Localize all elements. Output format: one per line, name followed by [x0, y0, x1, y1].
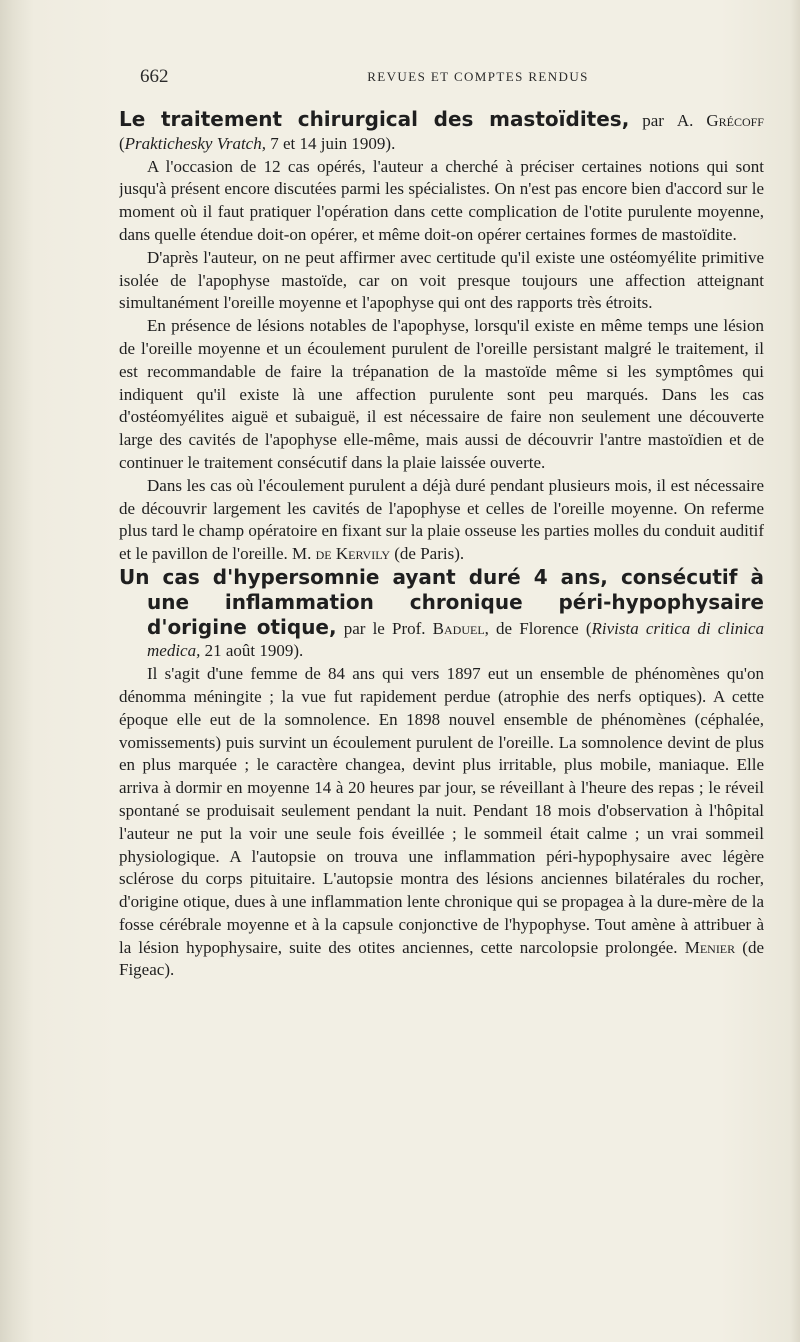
article-1-author: A. Grécoff	[676, 111, 764, 130]
article-1-signature-name: de Kervily	[315, 544, 390, 564]
article-2-title: Un cas d'hypersomnie ayant duré 4 ans, consécutif à une inflammation chronique péri-hypophysaire d'origine otique,	[119, 564, 764, 639]
article-1-signature-prefix: M.	[287, 544, 316, 564]
article-2-source: Rivista critica di clinica medica,	[147, 618, 764, 661]
article-2-date: 21 août 1909).	[200, 641, 304, 661]
article-2-signature-name: Menier	[684, 937, 736, 957]
article-2-byline-prefix: par le Prof.	[336, 618, 433, 638]
article-2-body: Il s'agit d'une femme de 84 ans qui vers 1897 eut un ensemble de phénomènes qu'on dénomma méningite ; la vue fut rapidement perdue (atrophie des nerfs optiques). A cette époque elle eut de la somnolence. En 1898 nouvel ensemble de phénomènes (céphalée, vomissements) puis survint un écoulement purulent de l'oreille. La somnolence devint de plus en plus marquée ; le caractère changea, devint plus irritable, plus mobile, maniaque. Elle arriva à dormir en moyenne 14 à 20 heures par jour, se réveillant à l'heure des repas ; le réveil spontané se produisait seulement pendant la nuit. Pendant 18 mois d'observation à l'hôpital l'auteur ne put la voir une seule fois éveillée ; le sommeil était calme ; un vrai sommeil physiologique. A l'autopsie on trouva une inflammation péri-hypophysaire avec légère sclérose du corps pituitaire. L'autopsie montra des lésions anciennes bilatérales du rocher, d'origine otique, dues à une inflammation lente chronique qui se propagea à la dure-mère de la fosse cérébrale moyenne et à la capsule conjonctive de l'hypophyse. Tout amène à attribuer à la lésion hypophysaire, suite des otites anciennes, cette narcolopsie prolongée.	[119, 664, 764, 957]
page-header	[140, 66, 764, 90]
article-2-heading	[119, 566, 764, 663]
article-2-byline-suffix: , de Florence (	[484, 618, 592, 638]
article-2-signature-prefix	[678, 938, 685, 957]
running-head: REVUES ET COMPTES RENDUS	[367, 69, 589, 84]
article-1-heading	[119, 108, 764, 156]
article-2-author: Baduel	[432, 618, 485, 638]
article-1-paragraph-1: A l'occasion de 12 cas opérés, l'auteur a cherché à préciser certaines notions qui sont jusqu'à présent encore discutées parmi les spécialistes. On n'est pas encore bien d'accord sur le moment où il faut pratiquer l'opération dans cette complication de l'otite purulente moyenne, dans quelle étendue doit-on opérer, et même doit-on opérer certaines formes de mastoïdite.	[119, 156, 764, 244]
article-2-paragraph	[119, 663, 764, 982]
article-1-date: 7 et 14 juin 1909).	[265, 133, 396, 153]
article-1-last-paragraph: Dans les cas où l'écoulement purulent a déjà duré pendant plusieurs mois, il est nécessaire de découvrir largement les cavités de l'apophyse et celles de l'oreille moyenne. On referme plus tard le champ opératoire en fixant sur la plaie osseuse les parties molles du conduit auditif et le pavillon de l'oreille.	[119, 475, 764, 564]
page-number: 662	[140, 66, 169, 87]
review-content	[119, 108, 764, 1218]
article-2-signature-suffix: (de Figeac).	[119, 937, 764, 980]
article-1-paragraph-2: D'après l'auteur, on ne peut affirmer avec certitude qu'il existe une ostéomyélite primitive isolée de l'apophyse mastoïde, car on voit presque toujours une affection atteignant simultanément l'oreille moyenne et l'apophyse qui ont des rapports très étroits.	[119, 247, 764, 313]
article-1-source: Praktichesky Vratch,	[124, 133, 266, 153]
article-1-paragraph-3: En présence de lésions notables de l'apophyse, lorsqu'il existe en même temps une lésion de l'oreille moyenne et un écoulement purulent de l'oreille persistant malgré le traitement, il est recommandable de faire la trépanation de la mastoïde même si les symptômes qui indiquent qu'il existe là une affection purulente sont peu marqués. Dans les cas d'ostéomyélites aiguë et subaiguë, il est nécessaire de faire non seulement une découverte large des cavités de l'apophyse elle-même, mais aussi de découvrir l'antre mastoïdien et de continuer le traitement consécutif dans la plaie laissée ouverte.	[119, 316, 764, 472]
article-1-signature-suffix: (de Paris).	[390, 544, 465, 564]
article-1-byline-prefix: par	[629, 111, 677, 130]
article-1-source-open: (	[119, 133, 125, 153]
article-1-title: Le traitement chirurgical des mastoïdites,	[119, 108, 630, 131]
article-1-paragraph-4	[119, 475, 764, 566]
